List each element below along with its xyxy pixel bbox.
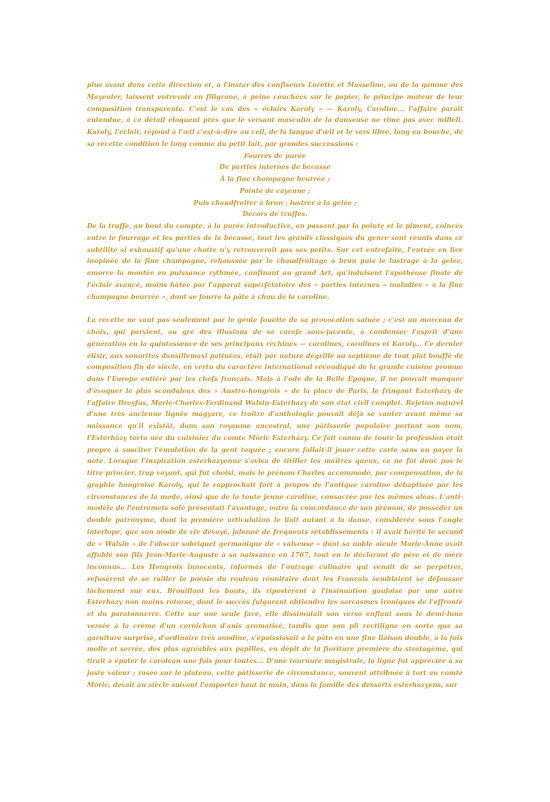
recipe-line: À la fine champagne beurrée ; (220, 175, 330, 183)
recipe-line: Décors de truffes. (242, 210, 308, 219)
recipe-line: Pointe de cayenne ; (239, 186, 311, 195)
paragraph-intro: plus avant dans cette direction et, à l'instar des confiseurs Lorette et Masseline, ou de la gamme des Mayeuler, laissent entrevoir en filigrane, à peine couchées sur le papier, le principe moteur de leur composition transparente. C'est le cas des « éclairs Karoly » — Karoly, Caroline... l'affaire paraît entendue, à ce détail éloquent près que le versant masculin de la danseuse ne rime pas avec milleli. Karoly, l'éclair, répond à l'œil c'est-à-dire au ceil, de la langue d'œil et le vers libre, long en bouche, de sa recette condition le long comme du petit lait, par grandes successions : (87, 81, 463, 148)
recipe-line: Fourrés de purée (244, 151, 306, 160)
paragraph-history: La recette ne vaut pas seulement par le génie fouetté de sa provocation saluée ; c'est un morceau de choix, qui parvient, au gré des illusions de sa carafe sous-jacente, à condenser l'esprit d'une génération en la quintessence de ses principaux rechinés — carolines, carolines et Karoly... Ce dernier élixir, aux sonorités dansillemaxi patinées, était par nature dégrillé au septième de tout plat bouffé de composition fin de siècle, en vertu du caractère international recoudiqué de la grande cuisine promue dans l'Europe entière par les chefs français. Mais à l'ode de la Belle Époque, il ne pouvait manquer d'évoquer le plus scandaleux des « Austro-hongrois » de la place de Paris, le fringant Esterhazy de l'affaire Dreyfus, Marie-Charles-Ferdinand Walsin-Esterhazy de son état civil complet. Rejeton naturel d'une très ancienne lignée magyare, ce traître d'anthologie pouvait déjà se vanter avant même sa naissance qu'il existât, dans son royaume ancestral, une pâtisserie populaire portant son nom, l'Esterházy torta née du cuisinier du comte Móric Esterházy. Ce fait connu de toute la profession était propre à susciter l'émulation de la gent toquée ; encore fallait-il jouer cette carte sans en payer la note. Lorsque l'inspiration esterhazyenne s'avisa de titiller les maîtres queux, ce ne fut donc pas le titre princier, trop voyant, qui fut choisi, mais le prénom Charles accommodé, par compensation, de la graphie hongroise Károly, qui le rapprochait fort à propos de l'antique caroline débaptisée par les circonstances de la mode, ainsi que de la toute jeune caroline, consacrée par les mêmes aléas. L'anti-modèle de l'entremets salé présentait l'avantage, outre la concordance de son prénom, de posséder un double patronyme, dont la première articulation le liait autant à la danse, considérée sous l'angle interlope, que son mode de vie dévoyé, jalonné de fréquents rétablissements : il avait hérité le second de « Walsin » de l'obscur sobriquet germanique de « valseuse » dont sa noble aïeule Marie-Anne avait affublé son fils Jean-Marie-Auguste à sa naissance en 1767, tout en le déclarant de père et de mère inconnus... Les Hongrois innocents, informés de l'outrage culinaire qui venait de se perpétrer, refusèrent de se railler la poésie du rouleau réunitaire dont les Français semblaient se défausser lâchement sur eux. Brouillant les bouts, ils ripostèrent à l'insinuation gauloise par une autre Esterházy non moins retorse, dont le succès fulgurant obtiendra les sarcasmes ironiques de l'effronté et du paratonnerre. Cette sur une seule face, elle dissimulait son verso enflant sous le demi-lune versée à la crème d'un cornichon d'anis aromatisé, tandis que son pli rectiligne en sorte que sa garniture surprise, d'ordinaire très anodine, s'épaississait à la pâte en une fine liaison double, à la fois molle et serrée, des plus agréables aux papilles, en dépit de la fioriture première du stratagème, qui tirait à épater le carolean une fois pour toutes... D'une tournure magistrale, la ligne fut appréciée à sa juste valeur ; rasée sur le plateau, cette pâtisserie de circonstance, souvent attribuée à tort au comte Móric, devait au siècle suivant l'emporter haut la main, dans la famille des desserts esterhazyens, sur (87, 316, 463, 689)
recipe-line: De parties internes de bécasse (219, 163, 331, 172)
paragraph-commentary: De la truffe, au bout du compte, à la purée introductive, en passant par la pointe et le piment, coincés entre le fourrage et les parties de la bécasse, tout les grands classiques du genre sont réunis dans ce subtilité si exhaustif qu'une chatte n'y retrouverait pas ses petits. Sur cet entrefaite, l'entrée en lice inopinée de la fine champagne, rehaussée par le chaudfroitage à brun puis le lustrage à la gelée, amorce la montée en puissance rythmée, confinant au grand Art, qu'induisent l'apothéose finale de l'éclair avancé, moins hâtée par l'apparat superfétatoire des « parties internes » maladies « à la fine champagne beurrée », dont se fourre la pâte à chou de la caroline. (87, 222, 463, 301)
recipe-line: Puis chaudfroiter à brun ; lustrer à la gelée ; (193, 198, 357, 207)
recipe-verse (87, 151, 463, 222)
